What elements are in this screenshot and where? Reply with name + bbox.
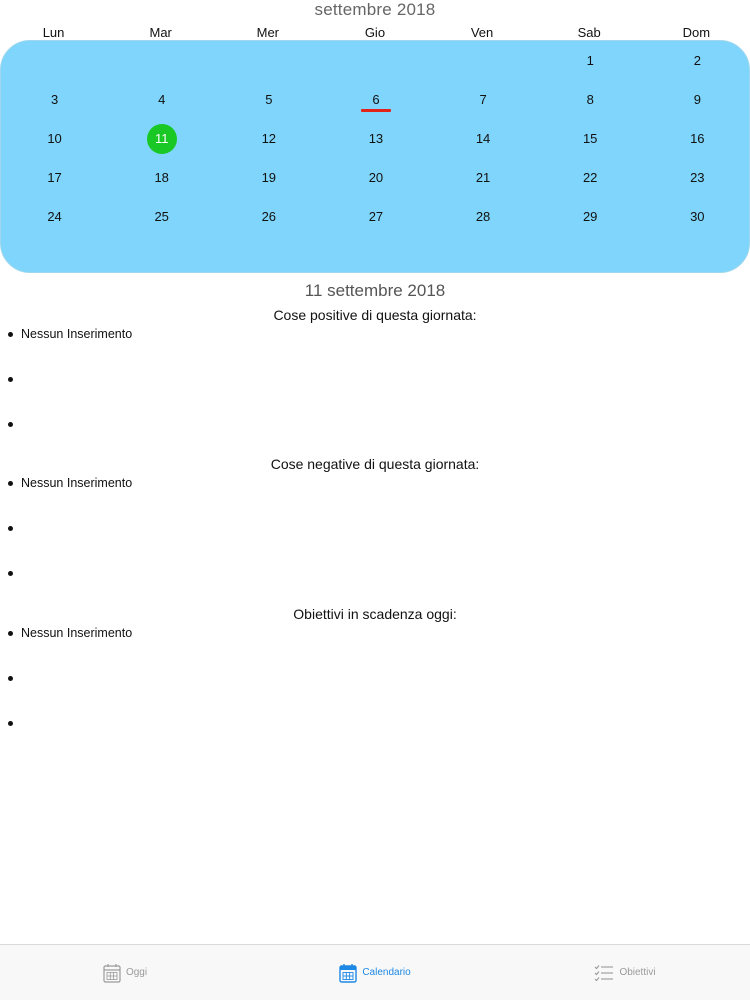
calendar-day-21[interactable] bbox=[430, 158, 537, 197]
calendar-empty-cell bbox=[322, 41, 429, 80]
weekday-sun: Dom bbox=[682, 25, 711, 40]
calendar-day-27[interactable] bbox=[322, 197, 429, 236]
day-number: 17 bbox=[47, 170, 62, 185]
list-item bbox=[8, 372, 132, 417]
day-number: 27 bbox=[368, 209, 384, 224]
day-number: 23 bbox=[690, 170, 705, 185]
weekday-thu: Gio bbox=[364, 25, 386, 40]
calendar-day-26[interactable] bbox=[215, 197, 322, 236]
day-number: 22 bbox=[582, 170, 598, 185]
calendar-day-28[interactable] bbox=[430, 197, 537, 236]
calendar-icon bbox=[339, 963, 357, 983]
day-number: 3 bbox=[50, 92, 59, 107]
calendar-day-18[interactable] bbox=[108, 158, 215, 197]
selected-date-title: 11 settembre 2018 bbox=[304, 281, 446, 300]
day-grid bbox=[1, 41, 750, 274]
calendar-day-29[interactable] bbox=[537, 197, 644, 236]
tab-label: Calendario bbox=[362, 967, 411, 978]
day-number: 29 bbox=[582, 209, 598, 224]
list-item bbox=[8, 671, 132, 716]
calendar-grid-icon bbox=[103, 963, 121, 983]
positive-section-title: Cose positive di questa giornata: bbox=[273, 307, 477, 323]
list-item bbox=[8, 566, 132, 611]
list-item: Nessun Inserimento bbox=[8, 327, 132, 372]
day-number: 24 bbox=[47, 209, 62, 224]
negative-list bbox=[8, 476, 132, 611]
day-number: 1 bbox=[586, 53, 594, 68]
day-number: 18 bbox=[154, 170, 169, 185]
calendar-day-3[interactable] bbox=[1, 80, 108, 119]
weekday-mon: Lun bbox=[42, 25, 65, 40]
weekday-header bbox=[0, 25, 750, 40]
calendar-day-17[interactable] bbox=[1, 158, 108, 197]
day-number: 20 bbox=[368, 170, 384, 185]
calendar-empty-cell bbox=[1, 41, 108, 80]
day-number: 28 bbox=[475, 209, 491, 224]
day-number: 16 bbox=[690, 131, 705, 146]
tab-label: Obiettivi bbox=[619, 967, 656, 978]
calendar-panel bbox=[0, 40, 750, 273]
calendar-day-30[interactable] bbox=[644, 197, 750, 236]
day-number: 21 bbox=[475, 170, 491, 185]
calendar-day-25[interactable] bbox=[108, 197, 215, 236]
day-number: 14 bbox=[475, 131, 491, 146]
goals-list bbox=[8, 626, 132, 761]
weekday-sat: Sab bbox=[577, 25, 601, 40]
day-number: 11 bbox=[147, 124, 177, 154]
day-number: 15 bbox=[582, 131, 598, 146]
weekday-wed: Mer bbox=[256, 25, 279, 40]
tab-oggi[interactable] bbox=[0, 945, 250, 1000]
day-number: 30 bbox=[690, 209, 705, 224]
list-item: Nessun Inserimento bbox=[8, 626, 132, 671]
day-number: 9 bbox=[693, 92, 701, 107]
calendar-day-22[interactable] bbox=[537, 158, 644, 197]
list-item bbox=[8, 716, 132, 761]
day-number: 5 bbox=[265, 92, 273, 107]
calendar-day-14[interactable] bbox=[430, 119, 537, 158]
calendar-day-7[interactable] bbox=[430, 80, 537, 119]
calendar-day-1[interactable] bbox=[537, 41, 644, 80]
calendar-empty-cell bbox=[215, 41, 322, 80]
weekday-fri: Ven bbox=[470, 25, 494, 40]
day-number: 4 bbox=[158, 92, 166, 107]
calendar-day-24[interactable] bbox=[1, 197, 108, 236]
month-title: settembre 2018 bbox=[314, 0, 436, 19]
list-item bbox=[8, 521, 132, 566]
day-number: 13 bbox=[368, 131, 384, 146]
calendar-day-9[interactable] bbox=[644, 80, 750, 119]
day-number: 2 bbox=[693, 53, 701, 68]
positive-list bbox=[8, 327, 132, 462]
calendar-day-10[interactable] bbox=[1, 119, 108, 158]
day-number: 7 bbox=[479, 92, 487, 107]
calendar-day-5[interactable] bbox=[215, 80, 322, 119]
calendar-day-20[interactable] bbox=[322, 158, 429, 197]
calendar-day-6[interactable] bbox=[322, 80, 429, 119]
day-number: 6 bbox=[372, 92, 380, 107]
day-number: 26 bbox=[261, 209, 277, 224]
tab-calendario[interactable] bbox=[250, 945, 500, 1000]
tab-label: Oggi bbox=[125, 967, 148, 978]
negative-section-title: Cose negative di questa giornata: bbox=[270, 456, 480, 472]
calendar-day-13[interactable] bbox=[322, 119, 429, 158]
list-item: Nessun Inserimento bbox=[8, 476, 132, 521]
checklist-icon bbox=[594, 964, 614, 982]
day-number: 19 bbox=[261, 170, 277, 185]
calendar-empty-cell bbox=[430, 41, 537, 80]
calendar-day-2[interactable] bbox=[644, 41, 750, 80]
calendar-day-12[interactable] bbox=[215, 119, 322, 158]
calendar-day-11[interactable] bbox=[108, 119, 215, 158]
day-number: 25 bbox=[154, 209, 169, 224]
day-number: 8 bbox=[586, 92, 594, 107]
tab-bar bbox=[0, 944, 750, 1000]
calendar-day-16[interactable] bbox=[644, 119, 750, 158]
day-number: 10 bbox=[47, 131, 62, 146]
weekday-tue: Mar bbox=[149, 25, 172, 40]
calendar-empty-cell bbox=[108, 41, 215, 80]
calendar-day-19[interactable] bbox=[215, 158, 322, 197]
calendar-day-23[interactable] bbox=[644, 158, 750, 197]
calendar-day-4[interactable] bbox=[108, 80, 215, 119]
goals-section-title: Obiettivi in scadenza oggi: bbox=[293, 606, 457, 622]
calendar-day-8[interactable] bbox=[537, 80, 644, 119]
day-number: 12 bbox=[261, 131, 277, 146]
tab-obiettivi[interactable] bbox=[500, 945, 750, 1000]
today-marker bbox=[361, 109, 391, 112]
calendar-day-15[interactable] bbox=[537, 119, 644, 158]
